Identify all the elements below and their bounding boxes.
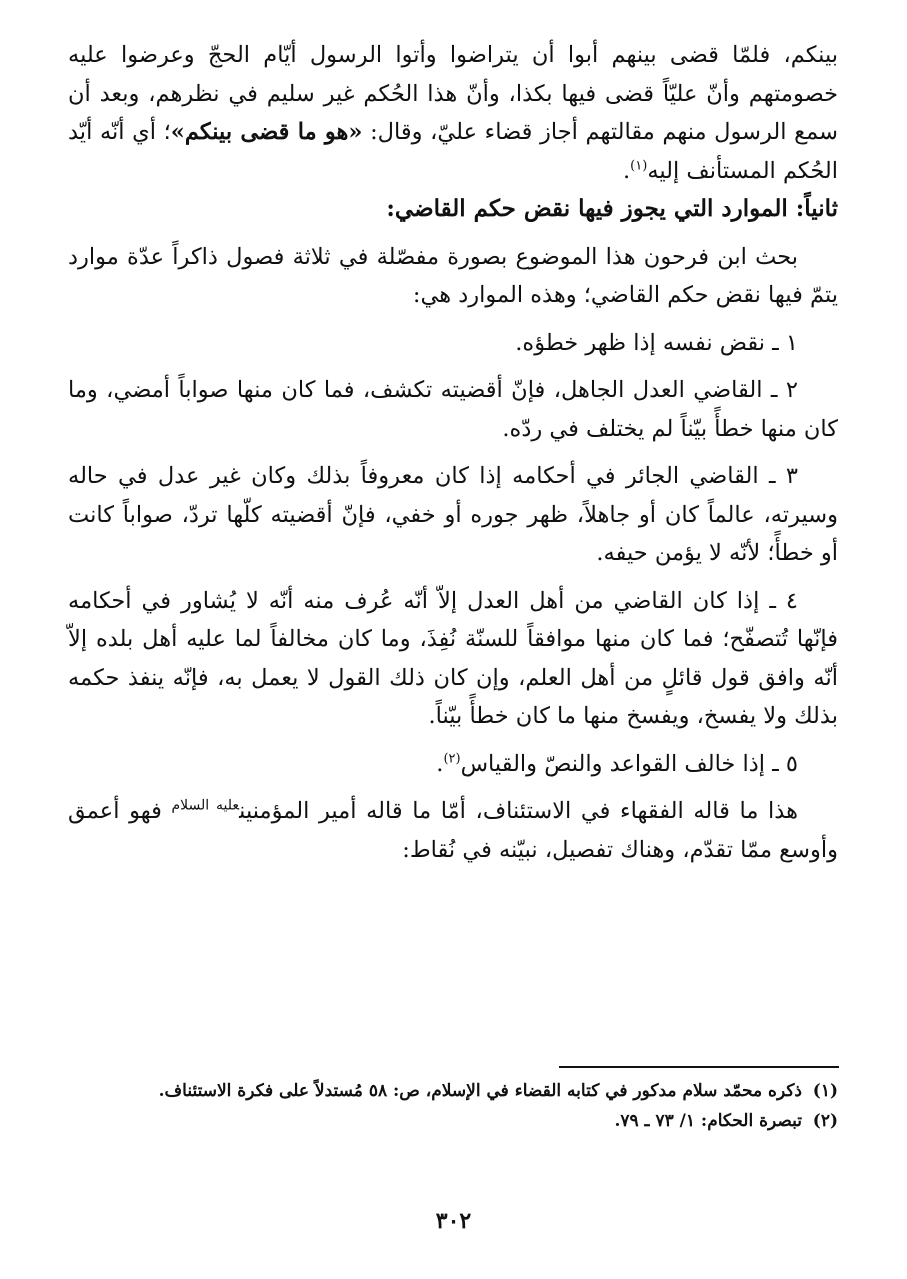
footnote-2-number: (٢) [812,1111,838,1131]
closing-paragraph [68,792,838,869]
honorific-glyph: عليه السلام [171,797,240,814]
list-item-1: ١ ـ نقض نفسه إذا ظهر خطؤه. [515,329,798,356]
top-paragraph-end: . [623,157,631,184]
footnote-divider [559,1066,839,1068]
list-item-4: ٤ ـ إذا كان القاضي من أهل العدل إلاّ أنّه عُرف منه أنّه لا يُشاور في أحكامه فإنّها تُتصفّح؛ فما كان منها موافقاً للسنّة نُفِذَ، وما كان مخالفاً لما عليه أهل بلده إلاّ أنّه وافق قول قائلٍ من أهل العلم، وإن كان ذلك القول لا يعمل به، فإنّه ينفذ حكمه بذلك ولا يفسخ، ويفسخ منها ما كان خطأً بيّناً. [68,587,838,729]
quote-text: «هو ما قضى بينكم» [170,119,363,145]
footnote-1-text: ذكره محمّد سلام مدكور في كتابه القضاء في الإسلام، ص: ٥٨ مُستدلاً على فكرة الاستئناف. [158,1081,802,1101]
footnotes [68,1076,838,1136]
intro-paragraph: بحث ابن فرحون هذا الموضوع بصورة مفصّلة في ثلاثة فصول ذاكراً عدّة موارد يتمّ فيها نقض حكم القاضي؛ وهذه الموارد هي: [68,243,838,308]
footnote-1-number: (١) [812,1081,838,1101]
list-item-5-end: . [436,750,444,777]
page-number: ٣٠٢ [435,1208,472,1234]
list-item-3: ٣ ـ القاضي الجائر في أحكامه إذا كان معروفاً بذلك وكان غير عدل في حاله وسيرته، عالماً كان أو جاهلاً، ظهر جوره أو خفي، فإنّ أقضيته كلّها تردّ، صواباً كانت أو خطأً؛ لأنّه لا يؤمن حيفه. [68,463,838,566]
list-item-5-text: ٥ ـ إذا خالف القواعد والنصّ والقياس [460,750,798,777]
footnote-ref-2: (٢) [443,751,461,766]
list-item-2: ٢ ـ القاضي العدل الجاهل، فإنّ أقضيته تكشف، فما كان منها صواباً أمضي، وما كان منها خطأً بيّناً لم يختلف في ردّه. [68,377,838,442]
list-item-5 [68,745,838,784]
section-heading [68,190,838,229]
closing-paragraph-text: هذا ما قاله الفقهاء في الاستئناف، أمّا ما قاله أمير المؤمنين [239,798,798,824]
footnote-ref-1: (١) [630,158,648,173]
footnote-2-text: تبصرة الحكام: ١/ ٧٣ ـ ٧٩. [614,1111,802,1131]
page-body [68,36,838,869]
section-heading-number: ثانياً: [795,195,838,222]
footnote-2 [68,1106,838,1136]
top-paragraph [68,36,838,190]
closing-paragraph-text-after: فهو أعمق وأوسع ممّا تقدّم، وهناك تفصيل، نبيّنه في نُقاط: [68,798,838,863]
section-heading-title: الموارد التي يجوز فيها نقض حكم القاضي: [386,195,788,222]
footnote-1 [68,1076,838,1106]
top-paragraph-text-after: ؛ أي أنّه أيّد الحُكم المستأنف إليه [68,119,838,184]
top-paragraph-text: بينكم، فلمّا قضى بينهم أبوا أن يتراضوا وأتوا الرسول أيّام الحجّ وعرضوا عليه خصومتهم وأنّ عليّاً قضى فيها بكذا، وأنّ هذا الحُكم غير سليم في نظرهم، وبعد أن سمع الرسول منهم مقالتهم أجاز قضاء عليّ، وقال: [68,42,838,145]
